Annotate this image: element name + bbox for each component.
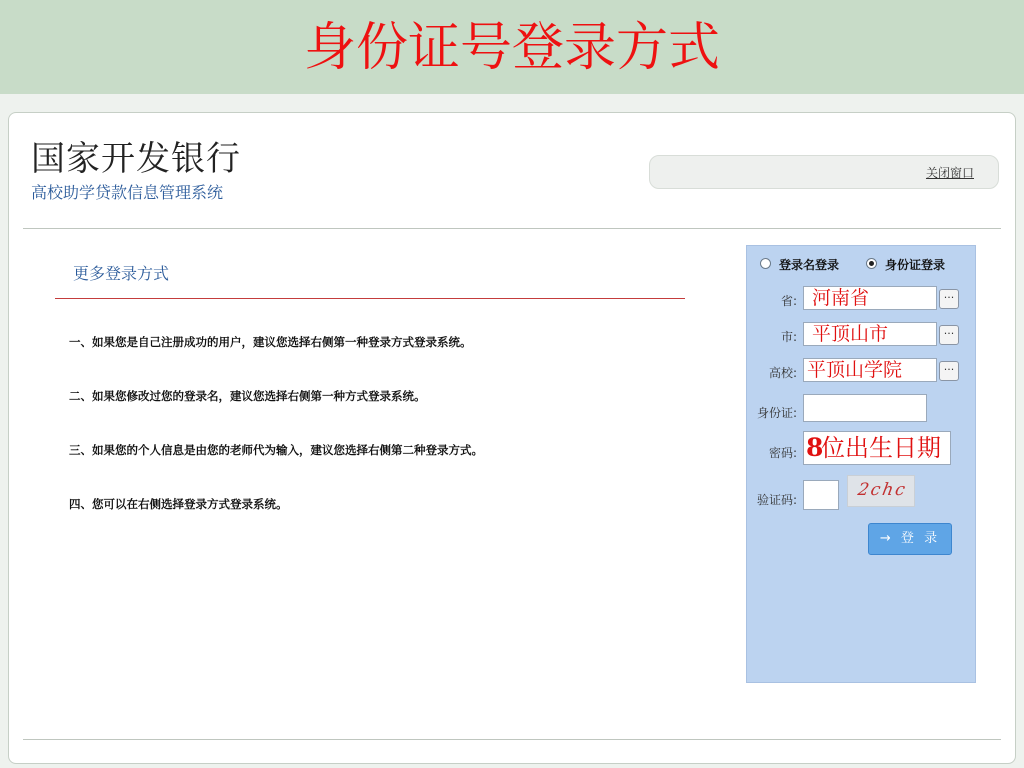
header-divider	[23, 228, 1001, 229]
login-panel	[746, 245, 976, 683]
login-mode-username-radio[interactable]	[760, 258, 771, 269]
province-field[interactable]	[803, 286, 937, 310]
slide-title: 身份证号登录方式	[303, 18, 720, 78]
tip-3: 三、如果您的个人信息是由您的老师代为输入，建议您选择右侧第二种登录方式。	[69, 443, 483, 457]
footer-divider	[23, 739, 1001, 740]
header-toolbar	[649, 155, 999, 189]
password-label: 密码:	[768, 446, 797, 460]
captcha-image-text: 2chc	[856, 480, 909, 500]
password-input[interactable]	[803, 431, 951, 465]
login-submit-button[interactable]: → 登 录	[868, 523, 952, 555]
section-title: 更多登录方式	[73, 264, 170, 283]
school-field[interactable]	[803, 358, 937, 382]
close-window-link[interactable]: 关闭窗口	[925, 166, 974, 180]
city-value: 平顶山市	[812, 323, 889, 345]
tip-4: 四、您可以在右侧选择登录方式登录系统。	[69, 497, 288, 511]
captcha-image[interactable]	[847, 475, 915, 507]
section-divider	[55, 298, 685, 299]
province-label: 省:	[780, 294, 797, 308]
browser-page	[8, 112, 1016, 764]
password-hint-text: 位出生日期	[821, 434, 941, 462]
login-mode-username-label[interactable]: 登录名登录	[779, 258, 840, 272]
tip-1: 一、如果您是自己注册成功的用户，建议您选择右侧第一种登录方式登录系统。	[69, 335, 472, 349]
school-browse-button[interactable]: ···	[939, 361, 959, 381]
brand-name: 国家开发银行	[31, 139, 241, 179]
province-browse-button[interactable]: ···	[939, 289, 959, 309]
idcard-input[interactable]	[803, 394, 927, 422]
school-label: 高校:	[768, 366, 797, 380]
idcard-label: 身份证:	[756, 406, 797, 420]
city-browse-button[interactable]: ···	[939, 325, 959, 345]
login-mode-idcard-radio[interactable]	[866, 258, 877, 269]
tip-2: 二、如果您修改过您的登录名，建议您选择右侧第一种方式登录系统。	[69, 389, 426, 403]
password-hint-number: 8	[806, 433, 824, 462]
city-label: 市:	[780, 330, 797, 344]
brand-subtitle: 高校助学贷款信息管理系统	[31, 183, 224, 202]
login-mode-idcard-label[interactable]: 身份证登录	[885, 258, 946, 272]
captcha-input[interactable]	[803, 480, 839, 510]
captcha-label: 验证码:	[756, 493, 797, 507]
school-value: 平顶山学院	[807, 359, 903, 381]
province-value: 河南省	[812, 287, 870, 309]
city-field[interactable]	[803, 322, 937, 346]
